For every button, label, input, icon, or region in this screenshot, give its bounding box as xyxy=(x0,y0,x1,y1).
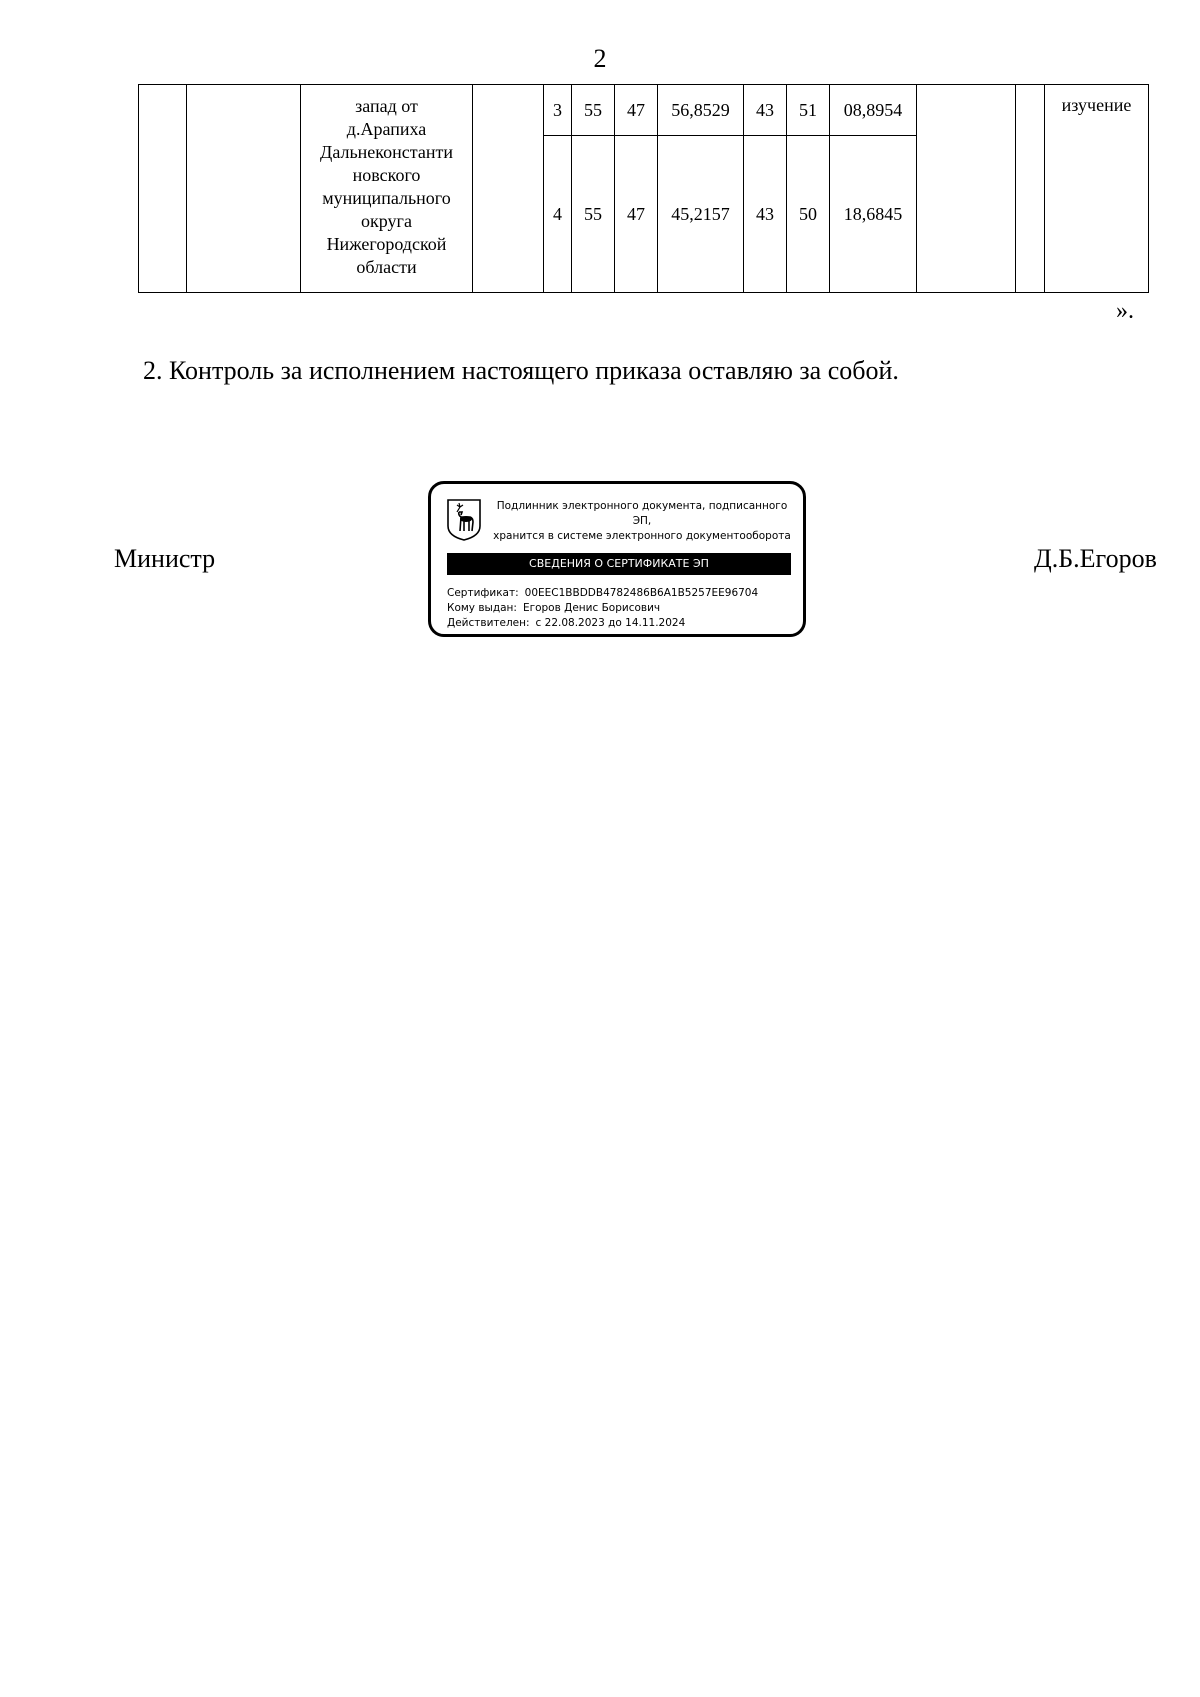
validity-row xyxy=(447,616,758,631)
stamp-header-line: Подлинник электронного документа, подписанного ЭП, xyxy=(496,500,788,527)
electronic-signature-stamp xyxy=(428,481,806,637)
paragraph-2: 2. Контроль за исполнением настоящего приказа оставляю за собой. xyxy=(143,356,899,385)
longitude-minutes-cell: 50 xyxy=(787,136,830,293)
location-line: новского xyxy=(352,165,421,185)
latitude-degrees-cell: 55 xyxy=(572,85,615,136)
latitude-seconds-cell: 56,8529 xyxy=(658,85,744,136)
coordinates-table xyxy=(138,84,1149,293)
longitude-seconds-cell: 08,8954 xyxy=(830,85,917,136)
latitude-degrees-cell: 55 xyxy=(572,136,615,293)
table-cell-empty xyxy=(139,85,187,293)
latitude-seconds-cell: 45,2157 xyxy=(658,136,744,293)
signatory-role: Министр xyxy=(114,544,216,573)
location-line: области xyxy=(356,257,417,277)
stamp-details xyxy=(447,586,758,631)
location-line: Дальнеконстанти xyxy=(320,142,453,162)
longitude-degrees-cell: 43 xyxy=(744,85,787,136)
location-line: запад от xyxy=(355,96,418,116)
location-cell xyxy=(301,85,473,293)
table-cell-empty xyxy=(187,85,301,293)
location-line: д.Арапиха xyxy=(346,119,427,139)
certificate-label: Сертификат: xyxy=(447,587,519,599)
location-line: муниципального xyxy=(322,188,451,208)
page-number: 2 xyxy=(593,44,607,73)
table-row xyxy=(139,85,1149,136)
nizhny-novgorod-emblem-icon xyxy=(446,498,482,542)
purpose-cell: изучение xyxy=(1045,85,1149,293)
latitude-minutes-cell: 47 xyxy=(615,136,658,293)
stamp-title-bar: СВЕДЕНИЯ О СЕРТИФИКАТЕ ЭП xyxy=(447,553,791,575)
longitude-seconds-cell: 18,6845 xyxy=(830,136,917,293)
table-cell-empty xyxy=(473,85,544,293)
stamp-header xyxy=(487,499,797,544)
issued-to-label: Кому выдан: xyxy=(447,602,517,614)
longitude-degrees-cell: 43 xyxy=(744,136,787,293)
validity-label: Действителен: xyxy=(447,617,530,629)
issued-to-row xyxy=(447,601,758,616)
longitude-minutes-cell: 51 xyxy=(787,85,830,136)
signatory-name: Д.Б.Егоров xyxy=(1034,544,1157,573)
table-cell-empty xyxy=(1016,85,1045,293)
closing-quote: ». xyxy=(1116,298,1134,324)
issued-to-value: Егоров Денис Борисович xyxy=(522,602,661,614)
certificate-row xyxy=(447,586,758,601)
point-number-cell: 4 xyxy=(544,136,572,293)
stamp-header-line: хранится в системе электронного документооборота xyxy=(493,530,791,542)
certificate-value: 00EEC1BBDDB4782486B6A1B5257EE96704 xyxy=(524,587,759,599)
location-line: Нижегородской xyxy=(326,234,447,254)
table-cell-empty xyxy=(917,85,1016,293)
latitude-minutes-cell: 47 xyxy=(615,85,658,136)
location-line: округа xyxy=(361,211,412,231)
point-number-cell: 3 xyxy=(544,85,572,136)
validity-value: с 22.08.2023 до 14.11.2024 xyxy=(535,617,686,629)
